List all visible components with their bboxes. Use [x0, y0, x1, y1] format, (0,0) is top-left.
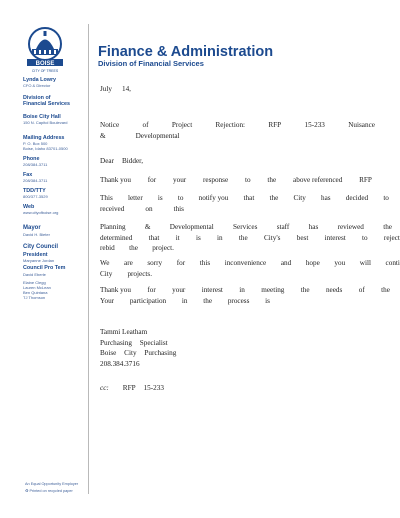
p3-word: Developmental	[169, 223, 214, 231]
notice-word: 15-233	[304, 121, 325, 129]
cc-label: cc:	[100, 384, 109, 392]
president-name: Maryanne Jordan	[23, 258, 55, 264]
notice-word: Notice	[100, 121, 120, 129]
pro-tem-name: David Eberle	[23, 271, 46, 277]
sidebar-mayor	[23, 225, 85, 237]
p3-word: the	[383, 223, 392, 231]
logo-text-bottom: CITY OF TREES	[31, 69, 59, 73]
p1-word: the	[267, 176, 277, 184]
council-member: Elaine Clegg	[23, 279, 46, 285]
p5-word: the	[300, 286, 310, 294]
p5-word: your	[172, 286, 186, 294]
p3-word: best	[296, 233, 309, 242]
p3-word: staff	[276, 223, 290, 231]
mailing-line-1: P. O. Box 500	[23, 141, 48, 147]
p2-word: on	[145, 204, 153, 213]
p1-word: RFP	[359, 176, 372, 184]
p3-word: to	[362, 233, 368, 242]
p2-word: letter	[127, 194, 143, 202]
p3-word: City's	[263, 233, 281, 242]
p5-word: participation	[129, 296, 167, 305]
p3-word: that	[148, 233, 160, 242]
p4-word: City	[100, 269, 113, 278]
sidebar-tdd	[23, 188, 85, 199]
council-member: Lauren McLean	[23, 284, 51, 290]
p5-word: interest	[201, 286, 223, 294]
notice-word: &	[100, 131, 106, 140]
p2-word: This	[100, 194, 113, 202]
p2-word: City	[293, 194, 306, 202]
p2-word: decided	[345, 194, 369, 202]
p4-word: We	[100, 259, 110, 267]
p5-word: in	[181, 296, 188, 305]
mailing-line-2: Boise, Idaho 83701-0500	[23, 146, 68, 152]
sidebar-web	[23, 204, 85, 215]
city-hall-address: 150 N. Capitol Boulevard	[23, 120, 68, 126]
p3-word: project.	[152, 244, 174, 252]
salutation-word: Dear	[100, 157, 114, 165]
division-line-2: Financial Services	[23, 101, 71, 108]
sidebar-council	[23, 244, 85, 300]
p3-word: Services	[233, 223, 258, 231]
p4-word: will	[359, 259, 371, 267]
notice-word: RFP	[268, 121, 282, 129]
p5-word: Your	[100, 296, 115, 305]
salutation-word: Bidder,	[121, 157, 144, 165]
p3-word: the	[129, 244, 138, 252]
logo-text-top: BOISE	[35, 61, 55, 67]
p4-word: you	[334, 259, 346, 267]
p2-word: to	[177, 194, 184, 202]
p3-word: it	[175, 233, 180, 242]
p2-word: notify you	[198, 194, 229, 202]
letterhead-title: Finance & Administration	[98, 44, 274, 60]
p3-word: interest	[324, 233, 346, 242]
notice-line	[100, 120, 400, 141]
p1-word: Thank you	[100, 176, 131, 184]
p4-word: inconvenience	[224, 259, 267, 267]
p1-word: your	[173, 176, 187, 184]
letter-date	[100, 84, 400, 95]
sidebar-phone	[23, 156, 85, 167]
p5-word: in	[239, 286, 245, 294]
cc-word: RFP	[122, 384, 136, 392]
p3-word: determined	[100, 233, 133, 242]
signer-name: Tammi Leatham	[100, 328, 148, 336]
p5-word: needs	[325, 286, 343, 294]
date-word: 14,	[121, 85, 131, 93]
pro-tem-heading: Council Pro Tem	[23, 265, 66, 272]
p1-word: above referenced	[293, 176, 343, 184]
web-url[interactable]: www.cityofboise.org	[23, 210, 59, 216]
p3-word: reject	[383, 233, 400, 242]
fax-heading: Fax	[23, 172, 33, 178]
signature-block	[100, 327, 400, 369]
recycled-paper-note	[25, 488, 73, 493]
p3-word: Planning	[100, 223, 126, 231]
city-hall-heading: Boise City Hall	[23, 114, 61, 120]
notice-word: Developmental	[135, 131, 180, 140]
recycled-paper-text: Printed on recycled paper	[29, 489, 73, 493]
director-role: CFO & Director	[23, 83, 51, 89]
cc-line	[100, 383, 400, 394]
p2-word: received	[100, 204, 125, 213]
sidebar-fax	[23, 172, 85, 183]
cc-word: 15-233	[143, 384, 164, 392]
notice-word: Rejection:	[215, 121, 246, 129]
letterhead-subtitle: Division of Financial Services	[98, 59, 204, 68]
sidebar-mailing	[23, 135, 85, 151]
p4-word: are	[124, 259, 133, 267]
p2-word: is	[157, 194, 163, 202]
p4-word: for	[176, 259, 186, 267]
p3-word: rebid	[100, 244, 115, 252]
tdd-heading: TDD/TTY	[23, 188, 46, 194]
paragraph-1	[100, 175, 400, 186]
p5-word: of	[358, 286, 365, 294]
p5-word: Thank you	[100, 286, 131, 294]
web-heading: Web	[23, 204, 35, 210]
p2-word: the	[269, 194, 279, 202]
sidebar-director	[23, 77, 85, 88]
p3-word: &	[144, 223, 151, 231]
sidebar-divider	[88, 24, 89, 494]
signer-phone: 208.384.3716	[100, 359, 140, 368]
p4-word: this	[199, 259, 211, 267]
p4-word: sorry	[147, 259, 163, 267]
president-heading: President	[23, 252, 48, 258]
capitol-dome-icon	[24, 26, 66, 74]
mailing-heading: Mailing Address	[23, 135, 65, 141]
council-member: Ben Quintana	[23, 289, 48, 295]
p3-word: is	[195, 233, 201, 242]
division-line-1: Division of	[23, 95, 51, 101]
boise-city-logo	[24, 26, 66, 74]
p2-word: to	[383, 194, 389, 202]
signer-department: Boise City Purchasing	[100, 349, 177, 357]
phone-number: 208/384-3711	[23, 162, 48, 168]
p5-word: meeting	[261, 286, 285, 294]
notice-word: Project	[171, 121, 193, 129]
recycle-icon: ♻	[25, 489, 30, 493]
signer-title: Purchasing Specialist	[100, 338, 168, 347]
p3-word: in	[217, 233, 223, 242]
paragraph-5	[100, 285, 400, 306]
sidebar-city-hall	[23, 114, 85, 125]
p1-word: response	[203, 176, 229, 184]
p2-word: that	[243, 194, 255, 202]
salutation	[100, 156, 400, 167]
notice-word: Nuisance	[348, 121, 375, 129]
p4-word: and	[280, 259, 292, 267]
p1-word: to	[245, 176, 251, 184]
council-heading: City Council	[23, 244, 59, 250]
p2-word: has	[321, 194, 331, 202]
p5-word: is	[265, 296, 270, 305]
p5-word: the	[381, 286, 390, 294]
p2-word: this	[173, 204, 184, 213]
mayor-heading: Mayor	[23, 225, 41, 231]
tdd-number: 800/377-3529	[23, 194, 48, 200]
council-member: TJ Thomson	[23, 294, 46, 300]
p3-word: reviewed	[337, 223, 364, 231]
paragraph-2	[100, 193, 400, 214]
date-word: July	[100, 85, 112, 93]
p5-word: process	[227, 296, 250, 305]
paragraph-4	[100, 258, 400, 279]
director-name: Lynda Lowry	[23, 77, 57, 83]
sidebar-division	[23, 95, 85, 108]
paragraph-3	[100, 222, 400, 254]
equal-opportunity-note: An Equal Opportunity Employer	[25, 482, 79, 486]
p1-word: for	[147, 176, 157, 184]
p4-word: conti	[385, 259, 400, 267]
phone-heading: Phone	[23, 156, 40, 162]
mayor-name: David H. Bieter	[23, 232, 50, 237]
p3-word: has	[308, 223, 319, 231]
p5-word: for	[147, 286, 156, 294]
p3-word: the	[238, 233, 248, 242]
p4-word: projects.	[127, 269, 152, 278]
p4-word: hope	[305, 259, 320, 267]
fax-number: 208/384-3711	[23, 178, 48, 184]
notice-word: of	[142, 121, 149, 129]
p5-word: the	[203, 296, 213, 305]
